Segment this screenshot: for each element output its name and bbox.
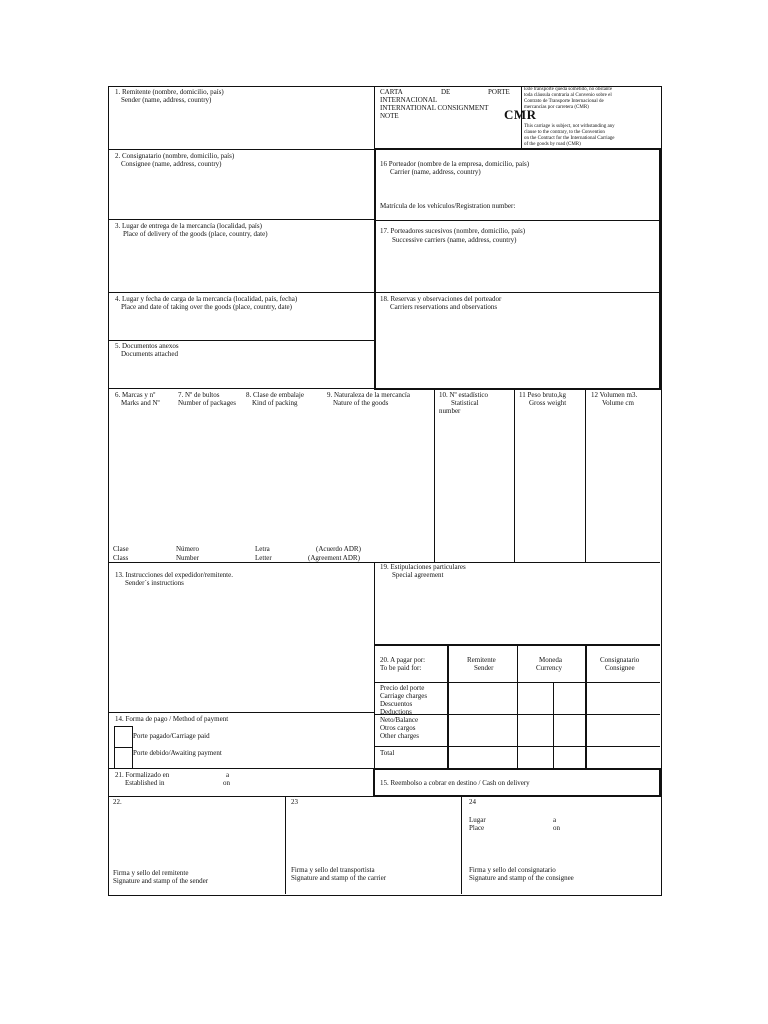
charge-row-total: Total <box>380 749 395 757</box>
divider <box>108 340 374 341</box>
convention-note-en: This carriage is subject, not withstanding any clause to the contrary, to the Convention on the Contract for the International Carriage of the goods by road (CMR) <box>524 124 615 147</box>
awaiting-payment-label: Porte debido/Awaiting payment <box>133 749 222 757</box>
established-label-en: Established in <box>125 779 165 787</box>
col-consignee-en: Consignee <box>605 664 635 672</box>
divider <box>461 796 462 894</box>
gross-weight-label-en: Gross weight <box>529 399 567 407</box>
adr-agreement: (Acuerdo ADR) <box>316 545 361 553</box>
reservations-label-en: Carriers reservations and observations <box>390 303 498 311</box>
delivery-place-label: 3. Lugar de entrega de la mercancía (localidad, país) <box>115 222 262 230</box>
charge-row: Precio del porte <box>380 684 425 692</box>
charge-row: Other charges <box>380 732 419 740</box>
consignee-label-en: Consignee (name, address, country) <box>121 160 222 168</box>
divider <box>517 644 518 768</box>
taking-over-label-en: Place and date of taking over the goods (place, country, date) <box>121 303 292 311</box>
charge-row: Neto/Balance <box>380 716 419 724</box>
packages-label: 7. Nº de bultos <box>178 391 220 399</box>
col-currency: Moneda <box>539 656 562 664</box>
established-on: on <box>223 779 230 787</box>
box24-number: 24 <box>469 798 476 806</box>
nature-label: 9. Naturaleza de la mercancía <box>327 391 410 399</box>
divider <box>585 388 586 562</box>
reservations-label: 18. Reservas y observaciones del porteador <box>380 295 502 303</box>
cmr-logo: CMR <box>504 107 537 122</box>
title-internacional: INTERNACIONAL <box>380 96 438 104</box>
adr-letter: Letra <box>255 545 270 553</box>
divider <box>108 768 374 769</box>
nature-label-en: Nature of the goods <box>333 399 389 407</box>
documents-label: 5. Documentos anexos <box>115 342 179 350</box>
cash-on-delivery-label: 15. Reembolso a cobrar en destino / Cash on delivery <box>380 779 530 787</box>
packing-label: 8. Clase de embalaje <box>246 391 304 399</box>
divider <box>375 220 660 221</box>
carrier-label: 16 Porteador (nombre de la empresa, domicilio, país) <box>380 160 530 168</box>
divider <box>447 644 449 768</box>
title-international: INTERNATIONAL CONSIGNMENT <box>380 104 489 112</box>
box23-number: 23 <box>291 798 298 806</box>
statistical-label: 10. Nº estadístico <box>439 391 489 399</box>
special-agreement-label-en: Special agreement <box>392 571 444 579</box>
sender-label-en: Sender (name, address, country) <box>121 96 212 104</box>
registration-label: Matrícula de los vehículos/Registration number: <box>380 202 516 210</box>
adr-letter-en: Letter <box>255 554 272 562</box>
special-agreement-label: 19. Estipulaciones particulares <box>380 563 466 571</box>
marks-label: 6. Marcas y nº <box>115 391 156 399</box>
adr-number: Número <box>176 545 199 553</box>
to-be-paid-label: 20. A pagar por: <box>380 656 426 664</box>
sender-instructions-label: 13. Instrucciones del expedidor/remitente. <box>115 571 233 579</box>
charge-row: Otros cargos <box>380 724 416 732</box>
sender-signature-label-en: Signature and stamp of the sender <box>113 877 209 885</box>
divider <box>374 562 375 797</box>
adr-class-en: Class <box>113 554 129 562</box>
gross-weight-label: 11 Peso bruto,kg <box>519 391 566 399</box>
lugar-a: a <box>553 816 557 824</box>
documents-label-en: Documents attached <box>121 350 178 358</box>
to-be-paid-label-en: To be paid for: <box>380 664 422 672</box>
established-label: 21. Formalizado en <box>115 771 170 779</box>
carrier-signature-label: Firma y sello del transportista <box>291 866 375 874</box>
divider <box>108 219 374 220</box>
consignee-signature-label: Firma y sello del consignatario <box>469 866 556 874</box>
established-a: a <box>226 771 230 779</box>
title-note: NOTE <box>380 112 399 120</box>
carriage-paid-checkbox[interactable] <box>114 726 133 748</box>
carrier-section-border <box>374 148 661 390</box>
packing-label-en: Kind of packing <box>252 399 298 407</box>
title-de: DE <box>441 88 451 96</box>
place-on: on <box>553 824 560 832</box>
sender-label: 1. Remitente (nombre, domicilio, país) <box>115 88 224 96</box>
marks-label-en: Marks and Nº <box>121 399 160 407</box>
delivery-place-label-en: Place of delivery of the goods (place, country, date) <box>123 230 268 238</box>
adr-number-en: Number <box>176 554 199 562</box>
consignee-label: 2. Consignatario (nombre, domicilio, país) <box>115 152 235 160</box>
charge-row: Descuentos <box>380 700 413 708</box>
payment-method-label: 14. Forma de pago / Method of payment <box>115 715 229 723</box>
carrier-signature-label-en: Signature and stamp of the carrier <box>291 874 387 882</box>
adr-class: Clase <box>113 545 129 553</box>
divider <box>108 292 374 293</box>
col-currency-en: Currency <box>536 664 563 672</box>
statistical-label-en: Statistical <box>451 399 479 407</box>
lugar-label: Lugar <box>469 816 486 824</box>
divider <box>285 796 286 894</box>
divider <box>108 149 374 150</box>
consignee-signature-label-en: Signature and stamp of the consignee <box>469 874 574 882</box>
convention-note-es: Este transporte queda sometido, no obstante toda cláusula contraria al Convenio sobre el Contrato de Transporte Internacional de mercancías por carretera (CMR) <box>524 87 613 110</box>
divider <box>108 388 660 389</box>
place-label: Place <box>469 824 485 832</box>
adr-agreement-en: (Agreement ADR) <box>308 554 360 562</box>
volume-label-en: Volume cm <box>602 399 634 407</box>
divider <box>514 388 515 562</box>
col-sender-en: Sender <box>474 664 494 672</box>
charge-row: Deductions <box>380 708 412 716</box>
successive-carriers-label-en: Successive carriers (name, address, country) <box>392 236 517 244</box>
divider <box>553 682 554 768</box>
sender-signature-label: Firma y sello del remitente <box>113 869 189 877</box>
packages-label-en: Number of packages <box>178 399 236 407</box>
divider <box>108 712 374 713</box>
box22-number: 22. <box>113 798 122 806</box>
divider <box>585 644 587 768</box>
divider <box>108 796 660 797</box>
title-carta: CARTA <box>380 88 403 96</box>
successive-carriers-label: 17. Porteadores sucesivos (nombre, domicilio, país) <box>380 227 526 235</box>
awaiting-payment-checkbox[interactable] <box>114 747 133 769</box>
divider <box>375 292 660 293</box>
title-porte: PORTE <box>488 88 510 96</box>
statistical-label-en2: number <box>439 407 461 415</box>
carrier-label-en: Carrier (name, address, country) <box>390 168 481 176</box>
volume-label: 12 Volumen m3. <box>591 391 638 399</box>
sender-instructions-label-en: Sender´s instructions <box>125 579 184 587</box>
divider <box>434 388 435 562</box>
col-sender: Remitente <box>467 656 496 664</box>
charge-row: Carriage charges <box>380 692 428 700</box>
taking-over-label: 4. Lugar y fecha de carga de la mercancía (localidad, país, fecha) <box>115 295 298 303</box>
col-consignee: Consignatario <box>600 656 640 664</box>
carriage-paid-label: Porte pagado/Carriage paid <box>133 732 210 740</box>
